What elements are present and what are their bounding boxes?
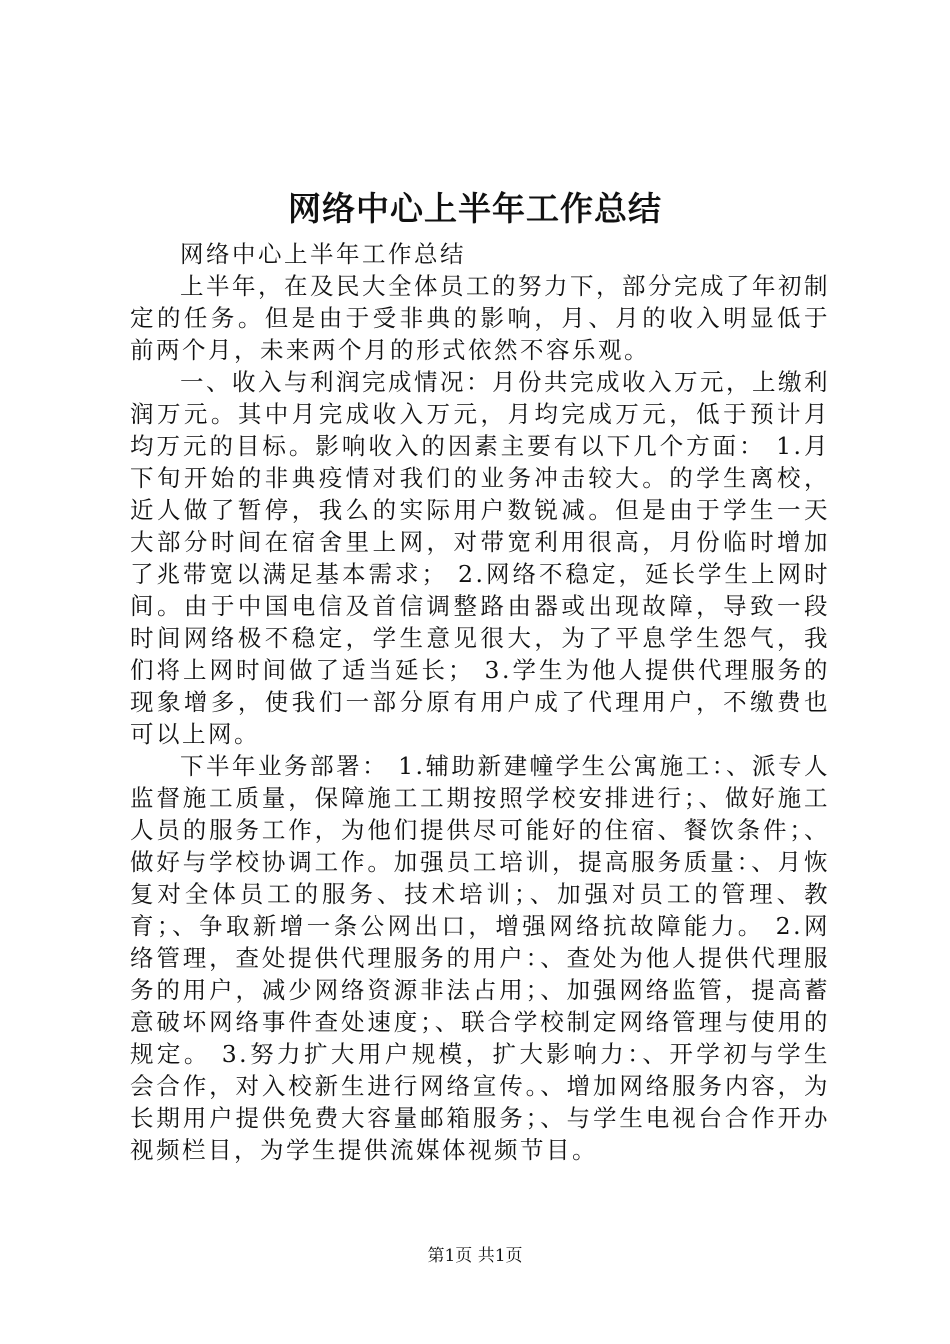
- document-title: 网络中心上半年工作总结: [288, 189, 662, 228]
- page-footer: 第1页 共1页: [427, 1246, 523, 1266]
- document-body: [130, 238, 830, 1166]
- paragraph-intro: 上半年，在及民大全体员工的努力下，部分完成了年初制定的任务。但是由于受非典的影响，月、月的收入明显低于前两个月，未来两个月的形式依然不容乐观。: [130, 272, 830, 364]
- paragraph-subtitle: 网络中心上半年工作总结: [180, 240, 466, 268]
- paragraph-plan: 下半年业务部署： 1.辅助新建幢学生公寓施工：、派专人监督施工质量，保障施工工期按照学校安排进行；、做好施工人员的服务工作，为他们提供尽可能好的住宿、餐饮条件；、做好与学校协调工作。加强员工培训，提高服务质量：、月恢复对全体员工的服务、技术培训；、加强对员工的管理、教育；、争取新增一条公网出口，增强网络抗故障能力。 2.网络管理，查处提供代理服务的用户：、查处为他人提供代理服务的用户，减少网络资源非法占用；、加强网络监管，提高蓄意破坏网络事件查处速度；、联合学校制定网络管理与使用的规定。 3.努力扩大用户规模，扩大影响力：、开学初与学生会合作，对入校新生进行网络宣传。、增加网络服务内容，为长期用户提供免费大容量邮箱服务；、与学生电视台合作开办视频栏目，为学生提供流媒体视频节目。: [130, 752, 830, 1164]
- paragraph-revenue: 一、收入与利润完成情况：月份共完成收入万元，上缴利润万元。其中月完成收入万元，月均完成万元，低于预计月均万元的目标。影响收入的因素主要有以下几个方面： 1.月下旬开始的非典疫情对我们的业务冲击较大。的学生离校，近人做了暂停，我么的实际用户数锐减。但是由于学生一天大部分时间在宿舍里上网，对带宽利用很高，月份临时增加了兆带宽以满足基本需求； 2.网络不稳定，延长学生上网时间。由于中国电信及首信调整路由器或出现故障，导致一段时间网络极不稳定，学生意见很大，为了平息学生怨气，我们将上网时间做了适当延长； 3.学生为他人提供代理服务的现象增多，使我们一部分原有用户成了代理用户，不缴费也可以上网。: [130, 368, 830, 748]
